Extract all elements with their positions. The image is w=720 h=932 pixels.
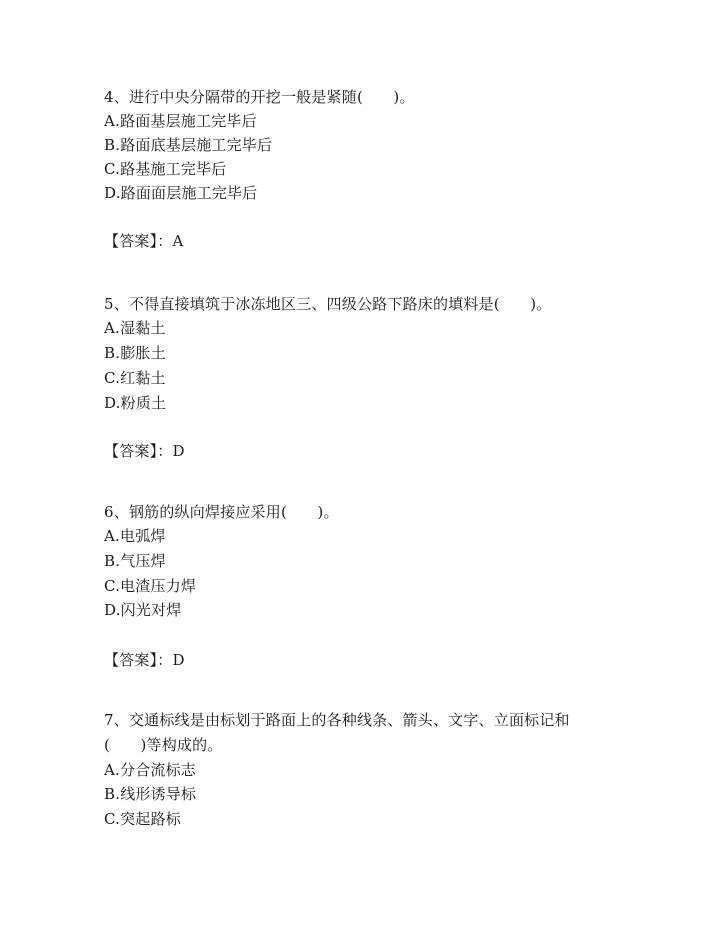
question-4-stem: 4、进行中央分隔带的开挖一般是紧随( )。 — [104, 88, 415, 106]
question-5-option-a: A.湿黏土 — [104, 319, 166, 337]
question-5-option-d: D.粉质土 — [104, 394, 167, 412]
question-7-option-b: B.线形诱导标 — [104, 785, 197, 803]
question-7-stem: 7、交通标线是由标划于路面上的各种线条、箭头、文字、立面标记和 — [104, 711, 570, 729]
question-5-option-c: C.红黏土 — [104, 369, 166, 387]
question-5-option-b: B.膨胀土 — [104, 344, 166, 362]
question-4-option-b: B.路面底基层施工完毕后 — [104, 136, 273, 154]
question-5-answer: 【答案】：D — [104, 442, 185, 460]
question-6-option-b: B.气压焊 — [104, 552, 166, 570]
question-7-option-c: C.突起路标 — [104, 810, 181, 828]
question-6-option-a: A.电弧焊 — [104, 527, 166, 545]
question-6-option-c: C.电渣压力焊 — [104, 577, 197, 595]
question-4-option-c: C.路基施工完毕后 — [104, 160, 227, 178]
question-7-stem-continued: ( )等构成的。 — [104, 736, 223, 754]
question-5-stem: 5、不得直接填筑于冰冻地区三、四级公路下路床的填料是( )。 — [104, 295, 552, 313]
question-4-option-d: D.路面面层施工完毕后 — [104, 184, 258, 202]
question-7-option-a: A.分合流标志 — [104, 761, 197, 779]
question-6-stem: 6、钢筋的纵向焊接应采用( )。 — [104, 503, 339, 521]
question-6-option-d: D.闪光对焊 — [104, 601, 182, 619]
question-4-answer: 【答案】：A — [104, 232, 184, 250]
question-6-answer: 【答案】：D — [104, 651, 185, 669]
question-4-option-a: A.路面基层施工完毕后 — [104, 112, 257, 130]
